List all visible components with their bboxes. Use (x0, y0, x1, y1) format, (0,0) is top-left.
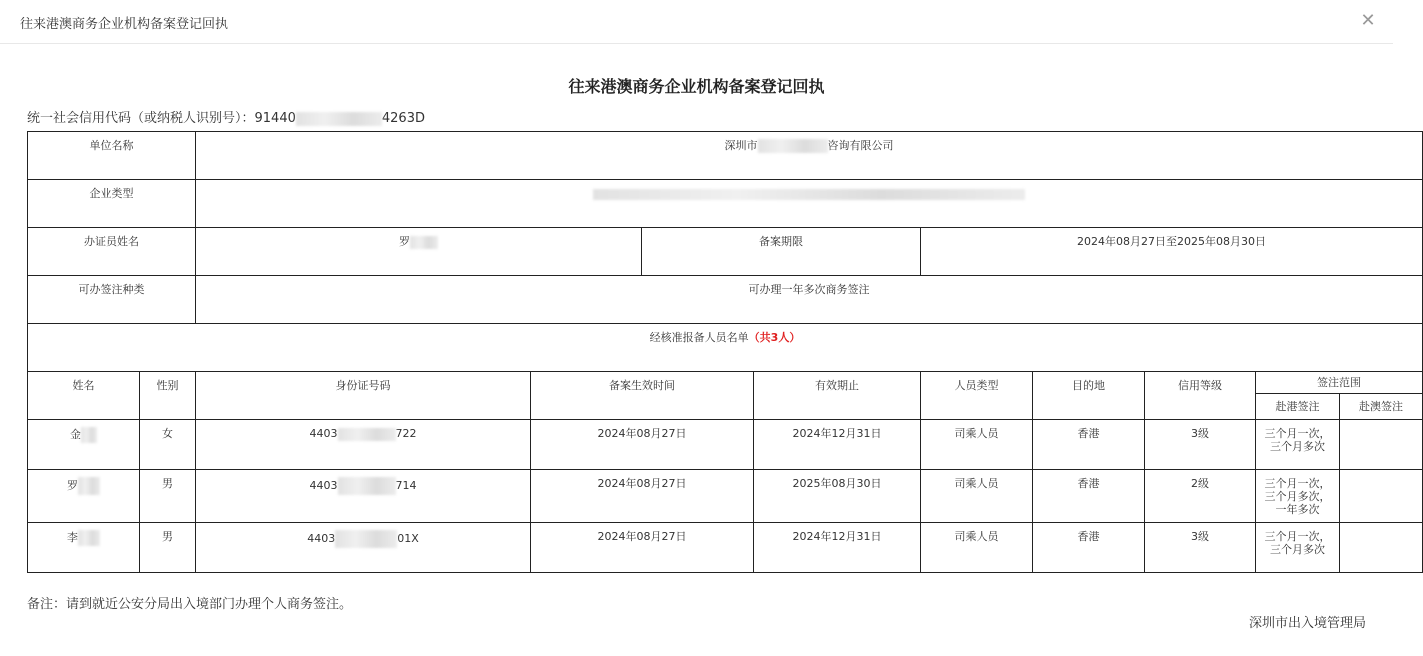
redacted-block (78, 477, 100, 495)
remark-note: 备注：请到就近公安分局出入境部门办理个人商务签注。 (27, 597, 353, 612)
person-id-number (196, 470, 531, 523)
redacted-block (410, 236, 438, 249)
person-name (28, 420, 140, 470)
issuer-name: 深圳市出入境管理局 (1248, 616, 1366, 631)
endorsement-type-row (28, 276, 1423, 324)
unit-name-prefix: 深圳市 (724, 139, 758, 152)
id-suffix: 714 (395, 479, 417, 492)
table-row (28, 420, 1423, 470)
person-name (28, 470, 140, 523)
unit-name-suffix: 咨询有限公司 (827, 139, 894, 152)
header-gender: 性别 (140, 372, 196, 420)
clerk-name-value (196, 228, 642, 276)
redacted-block (758, 139, 828, 153)
approved-list-title (28, 324, 1423, 372)
scope-macau (1340, 420, 1423, 470)
approved-list-row (28, 324, 1423, 372)
scope-macau (1340, 470, 1423, 523)
clerk-name-prefix: 罗 (399, 235, 410, 248)
id-suffix: 01X (397, 532, 419, 545)
credit-code-line (27, 107, 425, 126)
credit-level: 3级 (1145, 523, 1256, 573)
approved-list-label: 经核准报备人员名单 (649, 331, 749, 344)
enterprise-type-row (28, 180, 1423, 228)
redacted-block (338, 428, 396, 441)
document-title: 往来港澳商务企业机构备案登记回执 (568, 77, 825, 96)
header-scope-macau: 赴澳签注 (1340, 394, 1423, 420)
destination: 香港 (1033, 470, 1145, 523)
credit-code-prefix: 91440 (254, 111, 296, 126)
enterprise-type-label: 企业类型 (28, 180, 196, 228)
effective-time: 2024年08月27日 (531, 470, 754, 523)
destination: 香港 (1033, 420, 1145, 470)
person-type: 司乘人员 (921, 523, 1033, 573)
id-prefix: 4403 (307, 532, 336, 545)
table-row (28, 523, 1423, 573)
endorsement-type-value: 可办理一年多次商务签注 (196, 276, 1423, 324)
person-name-prefix: 李 (67, 531, 78, 544)
table-header-row (28, 372, 1423, 394)
header-scope-hk: 赴港签注 (1256, 394, 1340, 420)
person-name (28, 523, 140, 573)
scope-hk: 三个月一次，三个月多次，一年多次 (1256, 470, 1340, 523)
header-effective-time: 备案生效时间 (531, 372, 754, 420)
redacted-block (593, 189, 1025, 200)
credit-level: 2级 (1145, 470, 1256, 523)
clerk-name-label: 办证员姓名 (28, 228, 196, 276)
valid-until: 2024年12月31日 (754, 420, 921, 470)
person-gender: 女 (140, 420, 196, 470)
header-destination: 目的地 (1033, 372, 1145, 420)
close-icon[interactable]: ✕ (1360, 10, 1376, 31)
person-type: 司乘人员 (921, 420, 1033, 470)
header-scope: 签注范围 (1256, 372, 1423, 394)
person-name-prefix: 罗 (67, 479, 78, 492)
unit-name-row (28, 132, 1423, 180)
id-suffix: 722 (395, 427, 417, 440)
person-id-number (196, 420, 531, 470)
valid-until: 2024年12月31日 (754, 523, 921, 573)
approved-count: （共3人） (748, 331, 801, 344)
enterprise-type-value (196, 180, 1423, 228)
header-name: 姓名 (28, 372, 140, 420)
filing-period-value: 2024年08月27日至2025年08月30日 (921, 228, 1423, 276)
dialog-title: 往来港澳商务企业机构备案登记回执 (20, 17, 229, 32)
person-gender: 男 (140, 470, 196, 523)
header-person-type: 人员类型 (921, 372, 1033, 420)
table-row (28, 470, 1423, 523)
endorsement-type-label: 可办签注种类 (28, 276, 196, 324)
credit-code-label: 统一社会信用代码（或纳税人识别号）： (27, 111, 255, 126)
unit-name-label: 单位名称 (28, 132, 196, 180)
redacted-block (335, 530, 397, 548)
id-prefix: 4403 (309, 427, 338, 440)
person-type: 司乘人员 (921, 470, 1033, 523)
person-gender: 男 (140, 523, 196, 573)
effective-time: 2024年08月27日 (531, 523, 754, 573)
header-valid-until: 有效期止 (754, 372, 921, 420)
unit-name-value (196, 132, 1423, 180)
filing-table (27, 131, 1423, 573)
effective-time: 2024年08月27日 (531, 420, 754, 470)
credit-level: 3级 (1145, 420, 1256, 470)
redacted-block (78, 530, 100, 546)
scope-hk: 三个月一次，三个月多次 (1256, 523, 1340, 573)
redacted-block (296, 112, 382, 126)
id-prefix: 4403 (309, 479, 338, 492)
credit-code-suffix: 4263D (381, 111, 425, 126)
header-id-number: 身份证号码 (196, 372, 531, 420)
scope-macau (1340, 523, 1423, 573)
redacted-block (81, 427, 97, 443)
dialog-header (0, 0, 1393, 44)
valid-until: 2025年08月30日 (754, 470, 921, 523)
scope-hk: 三个月一次，三个月多次 (1256, 420, 1340, 470)
clerk-row (28, 228, 1423, 276)
header-credit-level: 信用等级 (1145, 372, 1256, 420)
person-id-number (196, 523, 531, 573)
redacted-block (338, 477, 396, 495)
destination: 香港 (1033, 523, 1145, 573)
filing-period-label: 备案期限 (642, 228, 921, 276)
person-name-prefix: 金 (70, 428, 81, 441)
